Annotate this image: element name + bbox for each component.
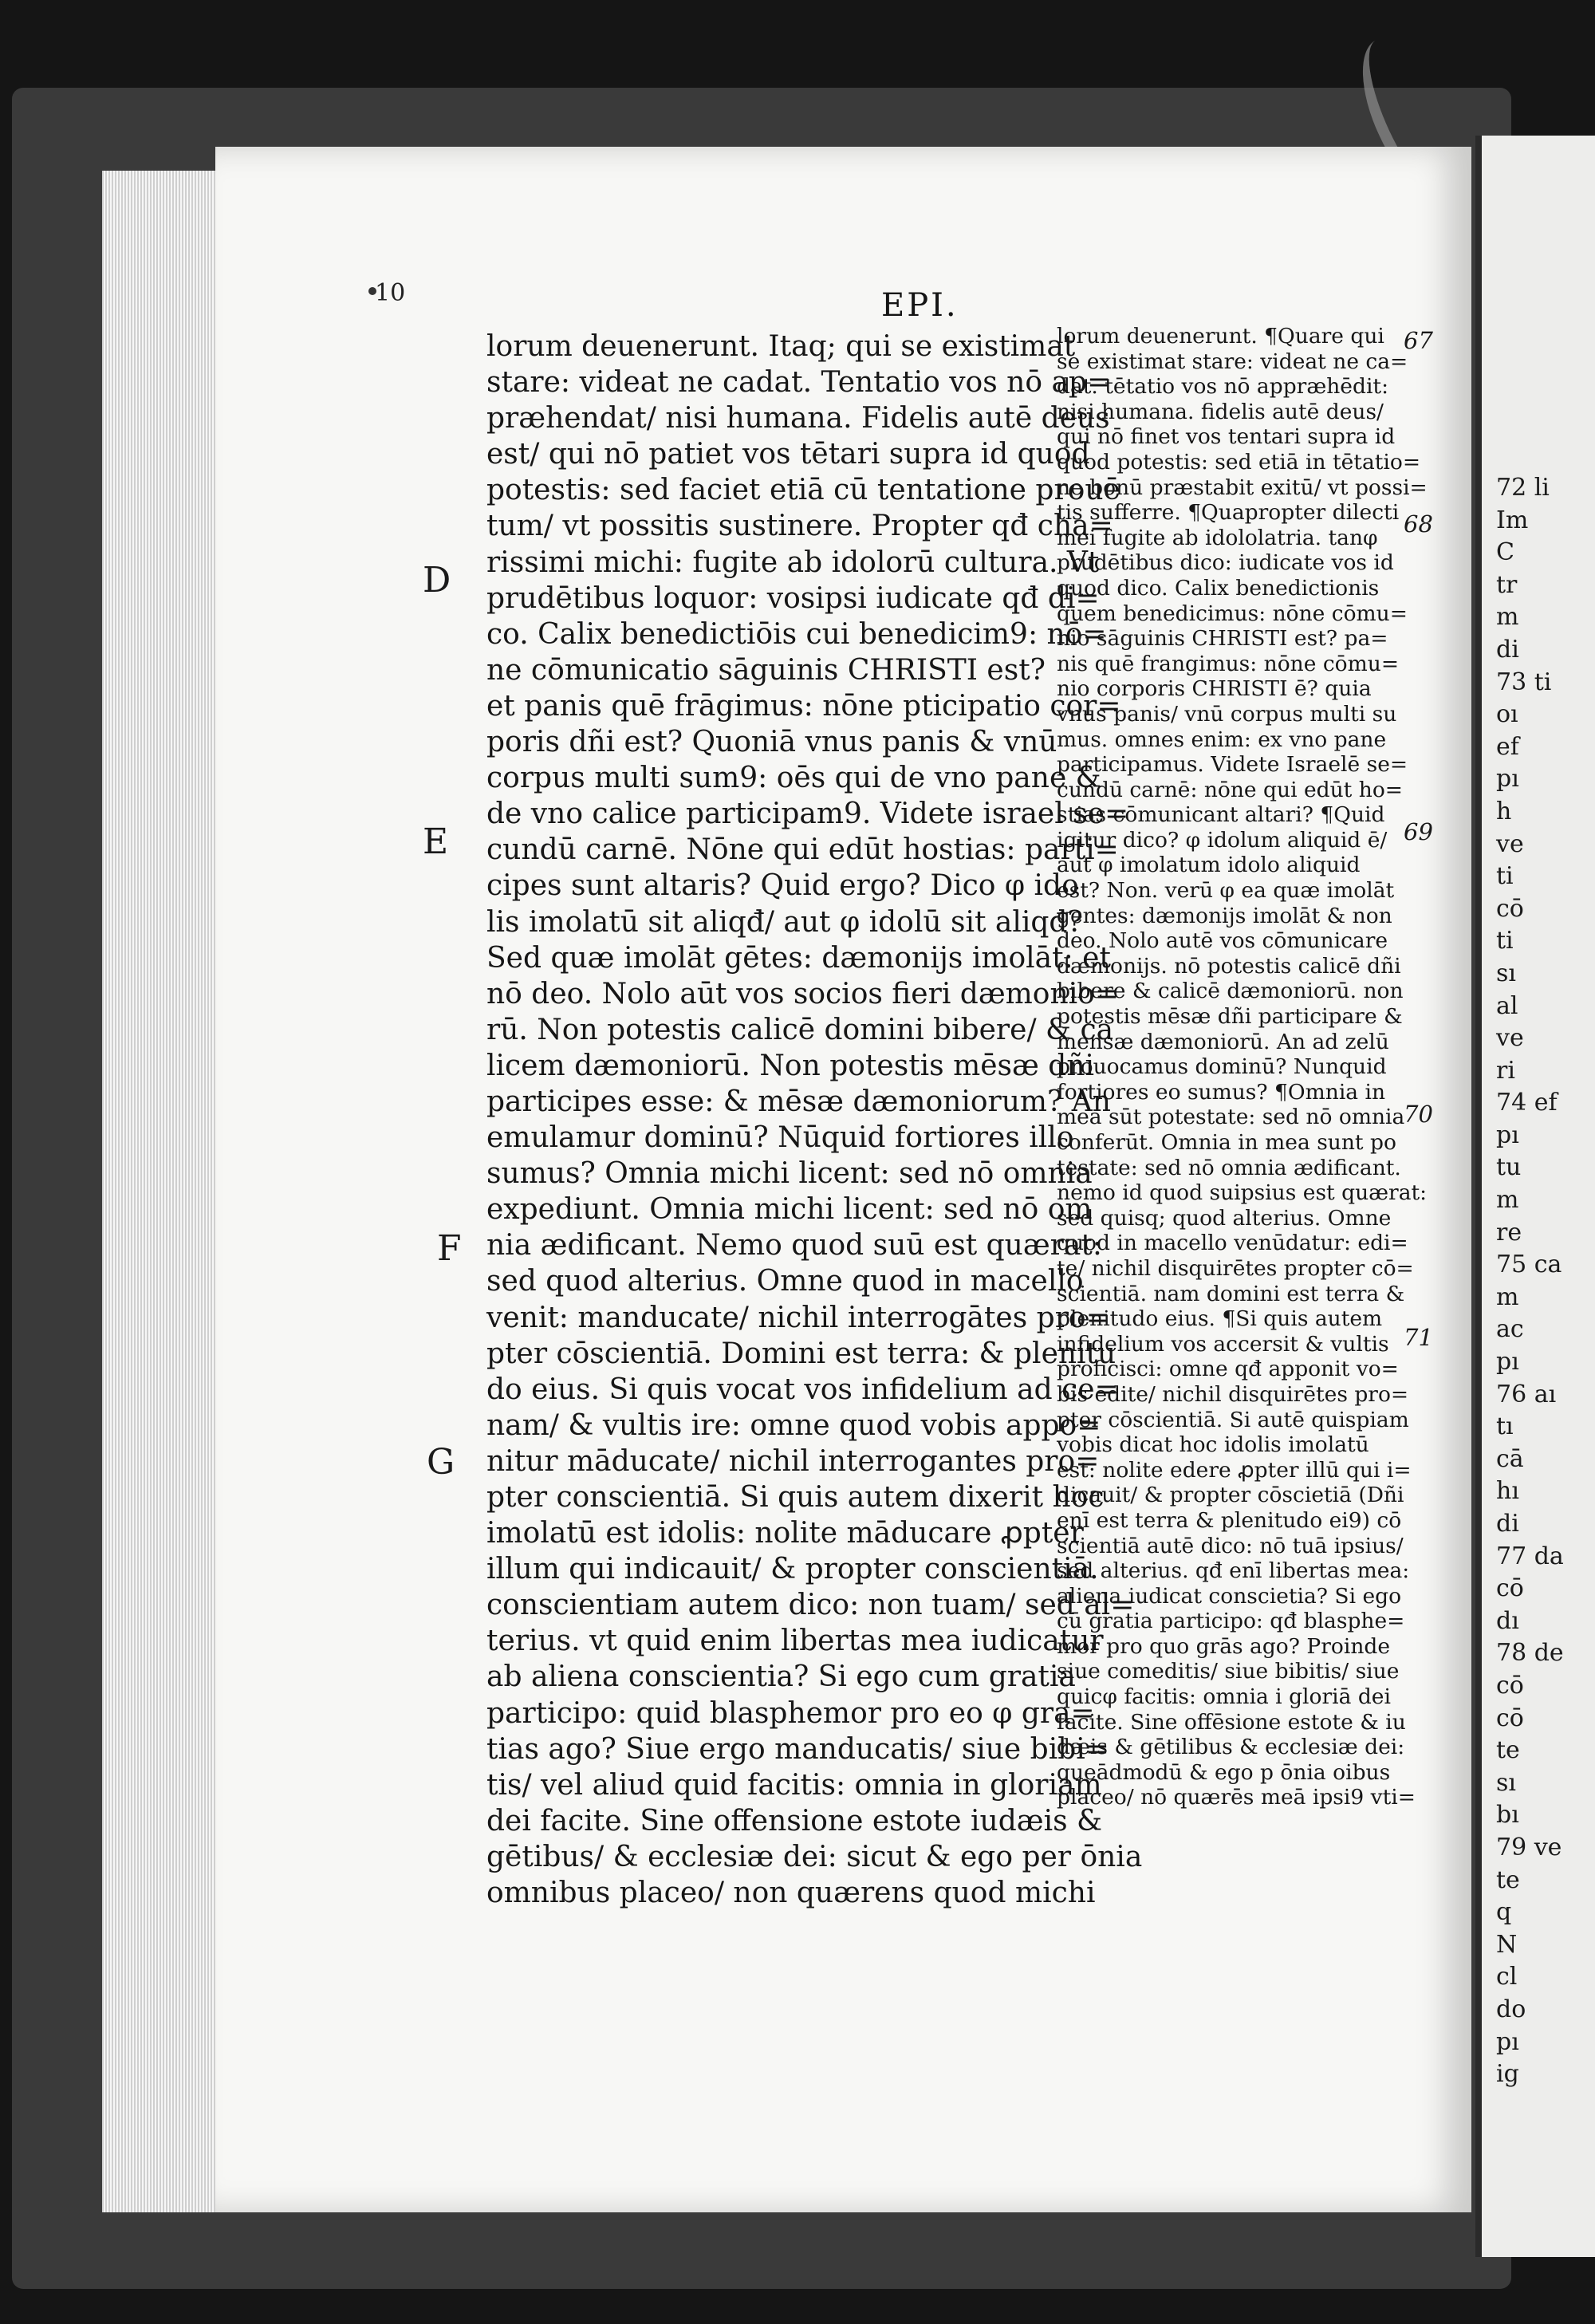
vulgate-line: conscientiam autem dico: non tuam/ sed al= [486,1589,1135,1622]
facing-page-line: ef [1496,732,1519,761]
erasmus-line: deo. Nolo autē vos cōmunicare [1057,928,1388,954]
vulgate-line: licem dæmoniorū. Non potestis mēsæ dñi [486,1049,1095,1082]
erasmus-line: cundū carnē: nōne qui edūt ho= [1057,777,1403,802]
facing-page-line: pı [1496,765,1519,794]
page-stack-edge [102,171,222,2212]
erasmus-line: queādmodū & ego p ōnia oibus [1057,1759,1391,1785]
erasmus-line: mei fugite ab idololatria. tanφ [1057,525,1378,550]
vulgate-line: pter conscientiā. Si quis autem dixerit hoc [486,1481,1105,1514]
facing-page-text [1496,472,1564,2091]
facing-page [1475,136,1595,2257]
erasmus-line: nisi humana. fidelis autē deus/ [1057,399,1384,424]
verse-number-71: 71 [1404,1324,1433,1351]
facing-page-line: pı [1496,2027,1519,2056]
erasmus-line: placeo/ nō quærēs meā ipsi9 vti= [1057,1785,1416,1810]
vulgate-text-column [486,329,1143,1911]
erasmus-line: fortiores eo sumus? ¶Omnia in [1057,1079,1386,1105]
facing-page-line: m [1496,1186,1519,1215]
facing-page-line: cō [1496,1671,1524,1700]
vulgate-line: prudētibus loquor: vosipsi iudicate qđ di= [486,581,1100,615]
facing-page-line: dı [1496,1606,1519,1635]
facing-page-line: pı [1496,1348,1519,1377]
facing-page-line: ti [1496,927,1514,955]
section-marker-g: G [427,1442,455,1483]
vulgate-line: lorum deuenerunt. Itaq; qui se existimat [486,330,1076,363]
erasmus-line: te/ nichil disquirētes propter cō= [1057,1255,1414,1281]
vulgate-line: et panis quē frāgimus: nōne pticipatio cor= [486,689,1121,723]
page-number: 10 [375,279,406,307]
facing-page-line: m [1496,1282,1519,1311]
erasmus-line: vnus panis/ vnū corpus multi su [1057,701,1397,727]
vulgate-line: tum/ vt possitis sustinere. Propter qđ cha= [486,510,1113,543]
vulgate-line: gētibus/ & ecclesiæ dei: sicut & ego per ōnia [486,1840,1143,1873]
facing-page-line: re [1496,1218,1522,1247]
facing-page-line: 74 ef [1496,1089,1558,1117]
erasmus-line: enī est terra & plenitudo ei9) cō [1057,1507,1402,1533]
vulgate-line: lis imolatū sit aliqđ/ aut φ idolū sit aliqđ? [486,905,1083,939]
erasmus-line: ne bonū præstabit exitū/ vt possi= [1057,475,1428,500]
facing-page-line: di [1496,1510,1519,1538]
vulgate-line: sed quod alterius. Omne quod in macello [486,1265,1084,1298]
facing-page-line: ri [1496,1056,1515,1085]
vulgate-line: est/ qui nō patiet vos tētari supra id quod [486,438,1090,471]
vulgate-line: pter cōscientiā. Domini est terra: & plenitu [486,1337,1116,1370]
erasmus-line: se existimat stare: videat ne ca= [1057,349,1408,374]
facing-page-line: te [1496,1736,1520,1765]
erasmus-line: quod in macello venūdatur: edi= [1057,1231,1408,1256]
vulgate-line: nitur māducate/ nichil interrogantes pro= [486,1444,1100,1478]
running-head: EPI. [881,287,959,324]
erasmus-line: vobis dicat hoc idolis imolatū [1057,1432,1369,1458]
vulgate-line: poris dñi est? Quoniā vnus panis & vnū [486,726,1057,759]
facing-page-line: hı [1496,1477,1519,1506]
erasmus-line: mea sūt potestate: sed nō omnia [1057,1105,1405,1130]
erasmus-line: plenitudo eius. ¶Si quis autem [1057,1306,1383,1332]
vulgate-line: Sed quæ imolāt gētes: dæmonijs imolāt: et [486,941,1111,975]
erasmus-line: quem benedicimus: nōne cōmu= [1057,601,1408,626]
erasmus-line: sed alterius. qđ enī libertas mea: [1057,1558,1410,1584]
verse-number-68: 68 [1404,510,1433,538]
vulgate-line: expediunt. Omnia michi licent: sed nō om [486,1193,1093,1227]
erasmus-line: est: nolite edere ꝓpter illū qui i= [1057,1457,1412,1483]
facing-page-line: tu [1496,1153,1522,1182]
erasmus-line: quod dico. Calix benedictionis [1057,575,1380,601]
facing-page-line: tı [1496,1412,1514,1441]
erasmus-line: nis quē frangimus: nōne cōmu= [1057,651,1400,676]
facing-page-line: ac [1496,1315,1524,1344]
erasmus-line: facite. Sine offēsione estote & iu [1057,1709,1406,1735]
facing-page-line: 79 ve [1496,1833,1562,1861]
erasmus-line: nemo id quod suipsius est quærat: [1057,1180,1428,1206]
verse-number-70: 70 [1404,1101,1433,1128]
erasmus-line: aut φ imolatum idolo aliquid [1057,853,1361,878]
erasmus-line: quod potestis: sed etiā in tētatio= [1057,449,1421,475]
vulgate-line: tias ago? Siue ergo manducatis/ siue bibi= [486,1732,1109,1766]
erasmus-line: dæis & gētilibus & ecclesiæ dei: [1057,1735,1405,1760]
facing-page-line: ig [1496,2060,1519,2089]
vulgate-line: stare: videat ne cadat. Tentatio vos nō ap= [486,366,1112,400]
facing-page-line: ve [1496,1024,1524,1053]
facing-page-line: bı [1496,1801,1519,1830]
erasmus-line: est? Non. verū φ ea quæ imolāt [1057,878,1395,904]
vulgate-line: nō deo. Nolo aūt vos socios fieri dæmonio= [486,977,1120,1010]
erasmus-line: dat. tētatio vos nō appræhēdit: [1057,374,1389,400]
facing-page-line: m [1496,603,1519,632]
facing-page-line: tr [1496,570,1518,599]
erasmus-line: potestis mēsæ dñi participare & [1057,1004,1403,1030]
vulgate-line: potestis: sed faciet etiā cū tentatione prouē [486,474,1120,507]
erasmus-line: infidelium vos accersit & vultis [1057,1331,1389,1357]
vulgate-line: emulamur dominū? Nūquid fortiores illo [486,1121,1074,1155]
vulgate-line: de vno calice participam9. Videte israel se= [486,798,1129,831]
facing-page-line: Im [1496,506,1529,534]
vulgate-line: cundū carnē. Nōne qui edūt hostias: parti= [486,833,1119,867]
facing-page-line: oı [1496,700,1518,729]
facing-page-line: C [1496,538,1514,567]
vulgate-line: do eius. Si quis vocat vos infidelium ad ce= [486,1373,1119,1406]
section-marker-d: D [423,560,451,601]
vulgate-line: rissimi michi: fugite ab idolorū cultura. Vt [486,546,1100,579]
vulgate-line: rū. Non potestis calicē domini bibere/ & ca [486,1013,1114,1046]
vulgate-line: ab aliena conscientia? Si ego cum gratia [486,1660,1076,1694]
facing-page-line: te [1496,1865,1520,1894]
section-marker-f: F [437,1228,462,1269]
erasmus-line: cū gratia participo: qđ blasphe= [1057,1609,1405,1634]
erasmus-line: mensæ dæmoniorū. An ad zelū [1057,1029,1389,1054]
facing-page-line: do [1496,1995,1526,2023]
facing-page-line: N [1496,1930,1518,1959]
verse-number-69: 69 [1404,818,1433,845]
facing-page-line: q [1496,1898,1512,1927]
facing-page-line: cō [1496,1574,1524,1603]
erasmus-text-column [1057,324,1439,1810]
erasmus-line: participamus. Videte Israelē se= [1057,752,1408,778]
erasmus-line: tis sufferre. ¶Quapropter dilecti [1057,500,1400,526]
erasmus-line: bibere & calicē dæmoniorū. non [1057,979,1404,1004]
facing-page-line: 73 ti [1496,668,1552,696]
vulgate-line: omnibus placeo/ non quærens quod michi [486,1877,1096,1910]
vulgate-line: præhendat/ nisi humana. Fidelis autē deus [486,402,1110,435]
facing-page-line: h [1496,797,1512,825]
facing-page-line: 76 aı [1496,1380,1557,1408]
vulgate-line: corpus multi sum9: oēs qui de vno pane & [486,762,1101,795]
vulgate-line: terius. vt quid enim libertas mea iudicatur [486,1625,1104,1658]
erasmus-line: sed quisq; quod alterius. Omne [1057,1205,1392,1231]
erasmus-line: aliena iudicat conscietia? Si ego [1057,1583,1402,1609]
erasmus-line: mor pro quo grās ago? Proinde [1057,1633,1391,1659]
erasmus-line: gentes: dæmonijs imolāt & non [1057,903,1392,928]
vulgate-line: co. Calix benedictiōis cui benedicim9: nō= [486,617,1107,651]
vulgate-line: tis/ vel aliud quid facitis: omnia in gloriam [486,1768,1102,1802]
vulgate-line: nam/ & vultis ire: omne quod vobis appo= [486,1408,1101,1442]
facing-page-line: cō [1496,894,1524,923]
erasmus-line: siue comeditis/ siue bibitis/ siue [1057,1659,1400,1684]
section-marker-e: E [423,821,449,862]
erasmus-line: prudētibus dico: iudicate vos id [1057,550,1394,576]
erasmus-line: nio corporis CHRISTI ē? quia [1057,676,1372,702]
vulgate-line: ne cōmunicatio sāguinis CHRISTI est? [486,653,1046,687]
erasmus-line: quicφ facitis: omnia i gloriā dei [1057,1684,1391,1710]
erasmus-line: stias cōmunicant altari? ¶Quid [1057,802,1385,828]
facing-page-line: sı [1496,1768,1516,1797]
facing-page-line: cō [1496,1704,1524,1732]
vulgate-line: sumus? Omnia michi licent: sed nō omnia [486,1157,1093,1191]
vulgate-line: cipes sunt altaris? Quid ergo? Dico φ ido [486,869,1079,903]
facing-page-line: di [1496,635,1519,664]
erasmus-line: igitur dico? φ idolum aliquid ē/ [1057,827,1388,853]
erasmus-line: lorum deuenerunt. ¶Quare qui [1057,324,1384,349]
verse-number-67: 67 [1404,327,1433,354]
erasmus-line: dicauit/ & propter cōscietiā (Dñi [1057,1483,1404,1508]
vulgate-line: illum qui indicauit/ & propter conscientiā. [486,1553,1099,1586]
erasmus-line: conferūt. Omnia in mea sunt po [1057,1130,1396,1155]
vulgate-line: imolatū est idolis: nolite māducare ꝓpter [486,1517,1084,1550]
vulgate-line: participes esse: & mēsæ dæmoniorum? An [486,1085,1111,1118]
erasmus-line: proficisci: omne qđ apponit vo= [1057,1357,1399,1382]
erasmus-line: scientiā autē dico: nō tuā ipsius/ [1057,1533,1404,1558]
erasmus-line: prouocamus dominū? Nunquid [1057,1054,1387,1080]
facing-page-line: ti [1496,862,1514,891]
facing-page-line: ve [1496,829,1524,858]
vulgate-line: venit: manducate/ nichil interrogātes pro= [486,1301,1110,1334]
erasmus-line: nio sāguinis CHRISTI est? pa= [1057,626,1388,652]
facing-page-line: 72 li [1496,474,1550,502]
erasmus-line: mus. omnes enim: ex vno pane [1057,727,1387,752]
facing-page-line: pı [1496,1121,1519,1149]
erasmus-line: scientiā. nam domini est terra & [1057,1281,1405,1306]
facing-page-line: 77 da [1496,1542,1564,1570]
erasmus-line: bis edite/ nichil disquirētes pro= [1057,1381,1409,1407]
facing-page-line: 78 de [1496,1639,1564,1668]
vulgate-line: participo: quid blasphemor pro eo φ gra= [486,1696,1095,1730]
vulgate-line: nia ædificant. Nemo quod suū est quærat: [486,1229,1102,1262]
facing-page-line: sı [1496,959,1516,987]
erasmus-line: testate: sed nō omnia ædificant. [1057,1155,1401,1180]
erasmus-line: dæmonijs. nō potestis calicē dñi [1057,953,1401,979]
erasmus-line: pter cōscientiā. Si autē quispiam [1057,1407,1409,1432]
facing-page-line: cl [1496,1963,1518,1991]
vulgate-line: dei facite. Sine offensione estote iudæis & [486,1804,1103,1838]
facing-page-line: 75 ca [1496,1251,1562,1279]
erasmus-line: qui nō finet vos tentari supra id [1057,424,1396,450]
facing-page-line: cā [1496,1444,1524,1473]
facing-page-line: al [1496,991,1518,1020]
